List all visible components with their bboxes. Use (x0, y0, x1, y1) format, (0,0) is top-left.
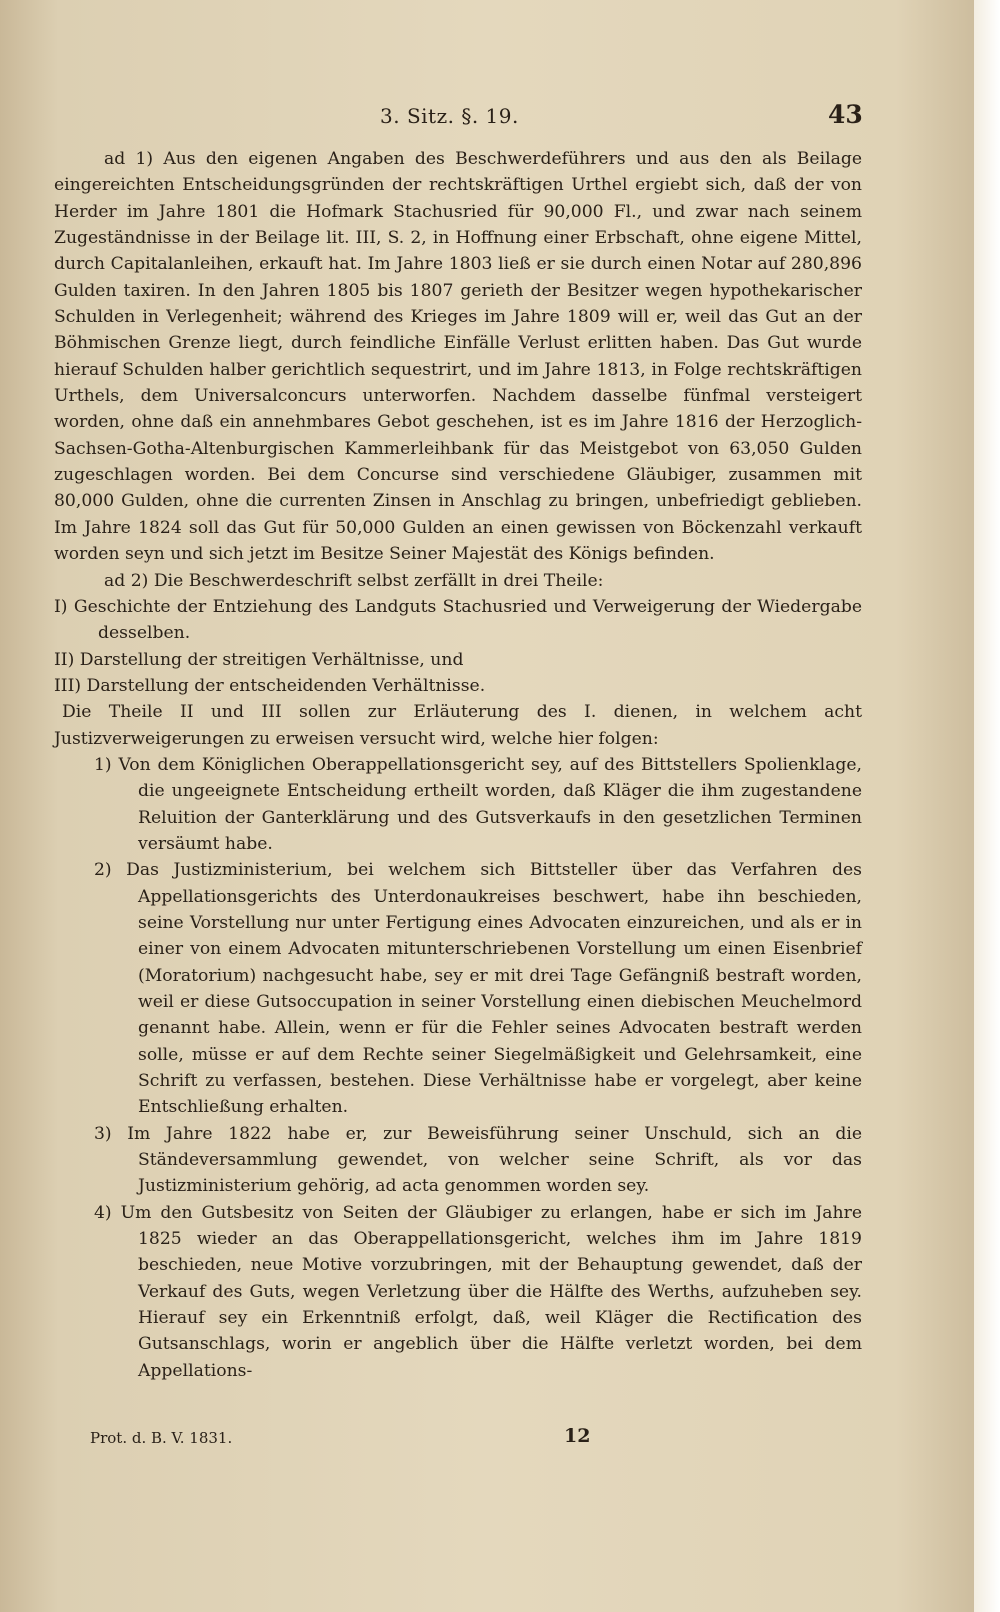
page-edge (974, 0, 1000, 1612)
running-head: 3. Sitz. §. 19. (380, 104, 519, 128)
paragraph-ad-1: ad 1) Aus den eigenen Angaben des Beschwerdeführers und aus den als Beilage eingereichten Entscheidungsgründen der rechtskräftigen Urthel ergiebt sich, daß der von Herder im Jahre 1801 die Hofmark Stachusried für 90,000 Fl., und zwar nach seinem Zugeständnisse in der Beilage lit. III, S. 2, in Hoffnung einer Erbschaft, ohne eigene Mittel, durch Capitalanleihen, erkauft hat. Im Jahre 1803 ließ er sie durch einen Notar auf 280,896 Gulden taxiren. In den Jahren 1805 bis 1807 gerieth der Besitzer wegen hypothekarischer Schulden in Verlegenheit; während des Krieges im Jahre 1809 will er, weil das Gut an der Böhmischen Grenze liegt, durch feindliche Einfälle Verlust erlitten haben. Das Gut wurde hierauf Schulden halber gerichtlich sequestrirt, und im Jahre 1813, in Folge rechtskräftigen Urthels, dem Universalconcurs unterworfen. Nachdem dasselbe fünfmal versteigert worden, ohne daß ein annehmbares Gebot geschehen, ist es im Jahre 1816 der Herzoglich-Sachsen-Gotha-Altenburgischen Kammerleihbank für das Meistgebot von 63,050 Gulden zugeschlagen worden. Bei dem Concurse sind verschiedene Gläubiger, zusammen mit 80,000 Gulden, ohne die currenten Zinsen in Anschlag zu bringen, unbefriedigt geblieben. Im Jahre 1824 soll das Gut für 50,000 Gulden an einen gewissen von Böckenzahl verkauft worden seyn und sich jetzt im Besitze Seiner Majestät des Königs befinden. (54, 149, 862, 565)
paragraph-theile: Die Theile II und III sollen zur Erläuterung des I. dienen, in welchem acht Justizverweigerungen zu erweisen versucht wird, welche hier folgen: (54, 702, 862, 749)
list-item-2: 2) Das Justizministerium, bei welchem sich Bittsteller über das Verfahren des Appellationsgerichts des Unterdonaukreises beschwert, habe ihn beschieden, seine Vorstellung nur unter Fertigung eines Advocaten einzureichen, und als er in einer von einem Advocaten mitunterschriebenen Vorstellung um einen Eisenbrief (Moratorium) nachgesucht habe, sey er mit drei Tage Gefängniß bestraft worden, weil er diese Gutsoccupation in seiner Vorstellung einen diebischen Meuchelmord genannt habe. Allein, wenn er für die Fehler seines Advocaten bestraft werden solle, müsse er auf dem Rechte seiner Siegelmäßigkeit und Gelehrsamkeit, eine Schrift zu verfassen, bestehen. Diese Verhältnisse habe er vorgelegt, aber keine Entschließung erhalten. (94, 860, 862, 1118)
body-text (54, 146, 862, 1384)
page-number: 43 (828, 100, 863, 129)
list-item-4: 4) Um den Gutsbesitz von Seiten der Gläubiger zu erlangen, habe er sich im Jahre 1825 wieder an das Oberappellationsgericht, welches ihm im Jahre 1819 beschieden, neue Motive vorzubringen, mit der Behauptung gewendet, daß der Verkauf des Guts, wegen Verletzung über die Hälfte des Werths, aufzuheben sey. Hierauf sey ein Erkenntniß erfolgt, daß, weil Kläger die Rectification des Gutsanschlags, worin er angeblich über die Hälfte verletzt worden, bei dem Appellations- (94, 1202, 862, 1381)
list-item-1: 1) Von dem Königlichen Oberappellationsgericht sey, auf des Bittstellers Spolienklage, die ungeeignete Entscheidung ertheilt worden, daß Kläger die ihm zugestandene Reluition der Ganterklärung und des Gutsverkaufs in den gesetzlichen Terminen versäumt habe. (94, 754, 862, 854)
printer-signature: Prot. d. B. V. 1831. (90, 1429, 233, 1447)
page-footer (0, 1425, 974, 1455)
paragraph-ad-2: ad 2) Die Beschwerdeschrift selbst zerfällt in drei Theile: (104, 570, 604, 591)
section-iii: III) Darstellung der entscheidenden Verhältnisse. (54, 675, 486, 696)
signature-number: 12 (564, 1425, 591, 1447)
list-item-3: 3) Im Jahre 1822 habe er, zur Beweisführung seiner Unschuld, sich an die Ständeversammlung gewendet, von welcher seine Schrift, als vor das Justizministerium gehörig, ad acta genommen worden sey. (94, 1123, 862, 1197)
section-ii: II) Darstellung der streitigen Verhältnisse, und (54, 649, 464, 670)
page-header (0, 100, 974, 140)
section-i: I) Geschichte der Entziehung des Landguts Stachusried und Verweigerung der Wiedergabe desselben. (54, 596, 862, 644)
